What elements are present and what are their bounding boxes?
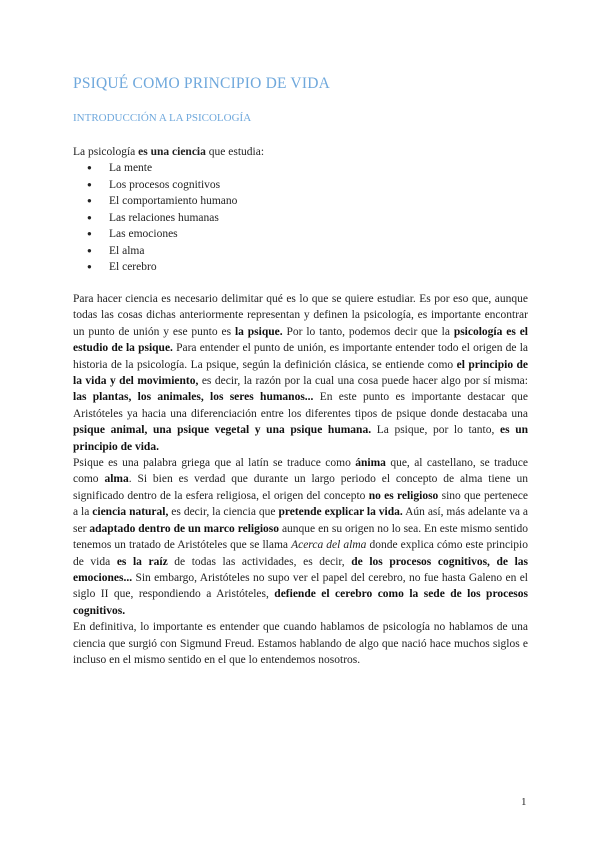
section-heading: INTRODUCCIÓN A LA PSICOLOGÍA bbox=[73, 112, 252, 124]
paragraph-1: Para hacer ciencia es necesario delimitar qué es lo que se quiere estudiar. Es por eso que, aunque todas las cosas dichas anteriormente representan y definen la psicología, es importante encontrar un punto de unión y ese punto es la psique. Por lo tanto, podemos decir que la psicología es el estudio de la psique. Para entender el punto de unión, es importante entender todo el origen de la historia de la psicología. La psique, según la definición clásica, se entiende como el principio de la vida y del movimiento, es decir, la razón por la cual una cosa puede hacer algo por sí misma: las plantas, los animales, los seres humanos... En este punto es importante destacar que Aristóteles ya hacia una diferenciación entre los diferentes tipos de psique donde destacaba una psique animal, una psique vegetal y una psique humana. La psique, por lo tanto, es un principio de vida. bbox=[73, 293, 529, 453]
list-item: ● Las relaciones humanas bbox=[73, 210, 237, 227]
body-text bbox=[73, 291, 528, 668]
intro-line bbox=[73, 144, 264, 161]
list-item: ● Las emociones bbox=[73, 226, 237, 243]
topic-list bbox=[73, 160, 237, 276]
list-item: ● La mente bbox=[73, 160, 237, 177]
page-number: 1 bbox=[521, 796, 527, 808]
intro-bold: es una ciencia bbox=[138, 146, 206, 158]
list-item: ● El comportamiento humano bbox=[73, 193, 237, 210]
intro-text: La psicología bbox=[73, 146, 139, 158]
list-item: ● Los procesos cognitivos bbox=[73, 177, 237, 194]
list-item: ● El cerebro bbox=[73, 259, 237, 276]
paragraph-3: En definitiva, lo importante es entender que cuando hablamos de psicología no hablamos de una ciencia que surgió con Sigmund Freud. Estamos hablando de algo que nació hace muchos siglos e incluso en el mismo sentido en el que lo entendemos nosotros. bbox=[73, 621, 528, 666]
intro-text-end: que estudia: bbox=[205, 146, 265, 158]
paragraph-2: Psique es una palabra griega que al latín se traduce como ánima que, al castellano, se traduce como alma. Si bien es verdad que durante un largo periodo el concepto de alma tiene un significado dentro de la esfera religiosa, el origen del concepto no es religioso sino que pertenece a la ciencia natural, es decir, la ciencia que pretende explicar la vida. Aún así, más adelante va a ser adaptado dentro de un marco religioso aunque en su origen no lo sea. En este mismo sentido tenemos un tratado de Aristóteles que se llama Acerca del alma donde explica cómo este principio de vida es la raíz de todas las actividades, es decir, de los procesos cognitivos, de las emociones... Sin embargo, Aristóteles no supo ver el papel del cerebro, no fue hasta Galeno en el siglo II que, respondiendo a Aristóteles, defiende el cerebro como la sede de los procesos cognitivos. bbox=[73, 457, 529, 617]
list-item: ● El alma bbox=[73, 243, 237, 260]
page-title: PSIQUÉ COMO PRINCIPIO DE VIDA bbox=[73, 75, 330, 92]
